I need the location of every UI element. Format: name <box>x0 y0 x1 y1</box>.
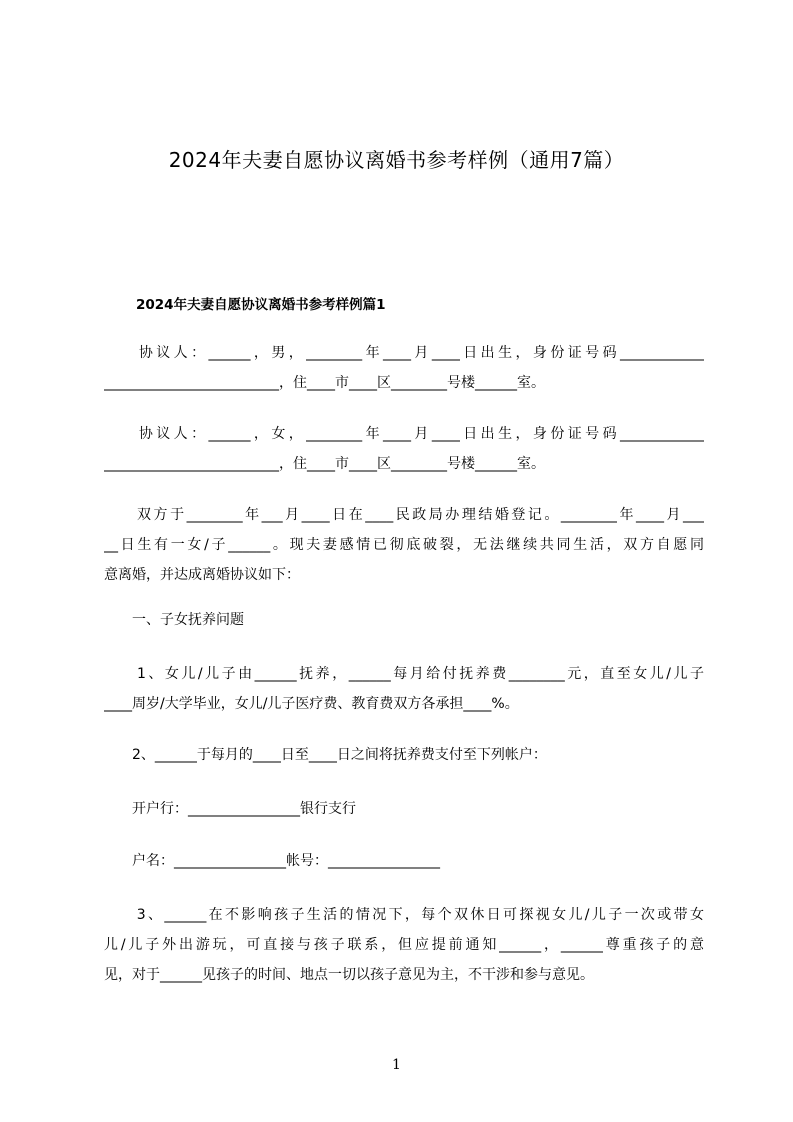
paragraph-line: _________________________，住____市____区________号楼______室。 <box>104 456 545 472</box>
paragraph-line: 协议人：______，女，________年____月____日出生，身份证号码____________ <box>104 426 704 442</box>
party-male-paragraph <box>104 338 704 398</box>
paragraph-line: _________________________，住____市____区________号楼______室。 <box>104 375 545 391</box>
clause-3 <box>104 900 704 990</box>
clause-1 <box>104 659 704 719</box>
paragraph-line: __日生有一女/子______。现夫妻感情已彻底破裂，无法继续共同生活，双方自愿同 <box>104 537 704 553</box>
paragraph-line: 意离婚，并达成离婚协议如下： <box>104 567 300 583</box>
paragraph-line: 2、______于每月的____日至____日之间将抚养费支付至下列帐户： <box>104 747 547 763</box>
section-title-child-support <box>104 605 704 635</box>
marriage-info-paragraph <box>104 500 704 590</box>
paragraph-line: 双方于________年___月____日在____民政局办理结婚登记。________年____月___ <box>104 507 704 523</box>
paragraph-line: 开户行：________________银行支行 <box>104 801 356 817</box>
clause-2 <box>104 740 704 770</box>
document-title: 2024年夫妻自愿协议离婚书参考样例（通用7篇） <box>168 148 625 172</box>
paragraph-line: ____周岁/大学毕业，女儿/儿子医疗费、教育费双方各承担____%。 <box>104 696 519 712</box>
account-line <box>104 846 704 876</box>
section-heading: 2024年夫妻自愿协议离婚书参考样例篇1 <box>136 297 386 313</box>
bank-line <box>104 794 704 824</box>
paragraph-line: 3、______在不影响孩子生活的情况下，每个双休日可探视女儿/儿子一次或带女 <box>104 907 704 923</box>
paragraph-line: 儿/儿子外出游玩，可直接与孩子联系，但应提前通知______，______尊重孩子的意 <box>104 937 704 953</box>
paragraph-line: 户名：________________帐号：________________ <box>104 853 440 869</box>
paragraph-line: 协议人：______，男，________年____月____日出生，身份证号码____________ <box>104 345 704 361</box>
paragraph-line: 一、子女抚养问题 <box>104 612 244 628</box>
paragraph-line: 1、女儿/儿子由______抚养，______每月给付抚养费________元，直至女儿/儿子 <box>104 666 704 682</box>
page-number: 1 <box>392 1057 401 1073</box>
paragraph-line: 见，对于______见孩子的时间、地点一切以孩子意见为主，不干涉和参与意见。 <box>104 967 594 983</box>
party-female-paragraph <box>104 419 704 479</box>
